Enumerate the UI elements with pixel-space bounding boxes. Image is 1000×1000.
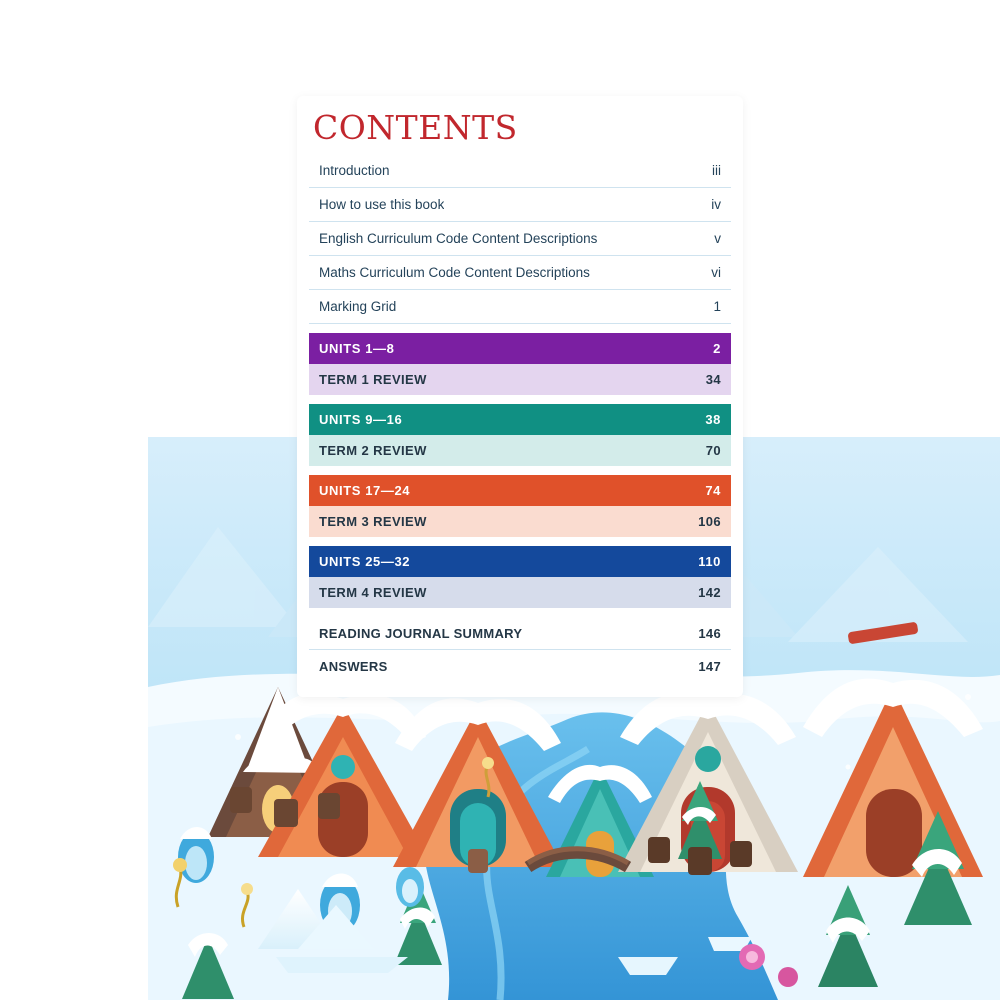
toc-page: 70	[705, 443, 721, 459]
toc-row-term-2-review[interactable]	[309, 435, 731, 466]
toc-page: vi	[711, 265, 721, 281]
toc-label: UNITS 9—16	[319, 412, 403, 428]
toc-row-units-25-32[interactable]	[309, 546, 731, 577]
toc-label: UNITS 1—8	[319, 341, 395, 357]
toc-page: v	[714, 231, 721, 247]
toc-label: TERM 3 REVIEW	[319, 514, 427, 530]
toc-row-answers[interactable]	[309, 650, 731, 683]
toc-row-units-1-8[interactable]	[309, 333, 731, 364]
toc-label: Maths Curriculum Code Content Descriptions	[319, 265, 590, 281]
toc-row-term-1-review[interactable]	[309, 364, 731, 395]
toc-label: Marking Grid	[319, 299, 397, 315]
toc-page: 142	[698, 585, 721, 601]
toc-page: 146	[698, 625, 721, 641]
toc-page: iv	[711, 197, 721, 213]
toc-row-marking-grid[interactable]	[309, 290, 731, 324]
toc-row-reading-journal-summary[interactable]	[309, 617, 731, 650]
toc-label: Introduction	[319, 163, 390, 179]
toc-label: TERM 4 REVIEW	[319, 585, 427, 601]
toc-row-term-4-review[interactable]	[309, 577, 731, 608]
toc-label: UNITS 17—24	[319, 483, 411, 499]
toc-label: READING JOURNAL SUMMARY	[319, 625, 523, 641]
toc-page: 34	[705, 372, 721, 388]
toc-page: 106	[698, 514, 721, 530]
toc-page: 110	[698, 554, 721, 570]
toc-page: 147	[698, 659, 721, 675]
toc-row-units-17-24[interactable]	[309, 475, 731, 506]
toc-page: iii	[712, 163, 721, 179]
toc-page: 1	[713, 299, 721, 315]
toc-label: TERM 1 REVIEW	[319, 372, 427, 388]
toc-label: UNITS 25—32	[319, 554, 411, 570]
toc-label: English Curriculum Code Content Descriptions	[319, 231, 598, 247]
toc-label: How to use this book	[319, 197, 445, 213]
contents-rows	[297, 154, 743, 683]
toc-page: 74	[705, 483, 721, 499]
toc-row-introduction[interactable]	[309, 154, 731, 188]
contents-card	[297, 96, 743, 697]
toc-row-maths-curriculum-codes[interactable]	[309, 256, 731, 290]
toc-row-english-curriculum-codes[interactable]	[309, 222, 731, 256]
toc-page: 2	[713, 341, 721, 357]
row-spacer	[309, 608, 731, 617]
toc-page: 38	[705, 412, 721, 428]
toc-label: TERM 2 REVIEW	[319, 443, 427, 459]
toc-row-units-9-16[interactable]	[309, 404, 731, 435]
page-title: CONTENTS	[313, 108, 518, 147]
toc-row-term-3-review[interactable]	[309, 506, 731, 537]
toc-label: ANSWERS	[319, 659, 388, 675]
toc-row-how-to-use-this-book[interactable]	[309, 188, 731, 222]
